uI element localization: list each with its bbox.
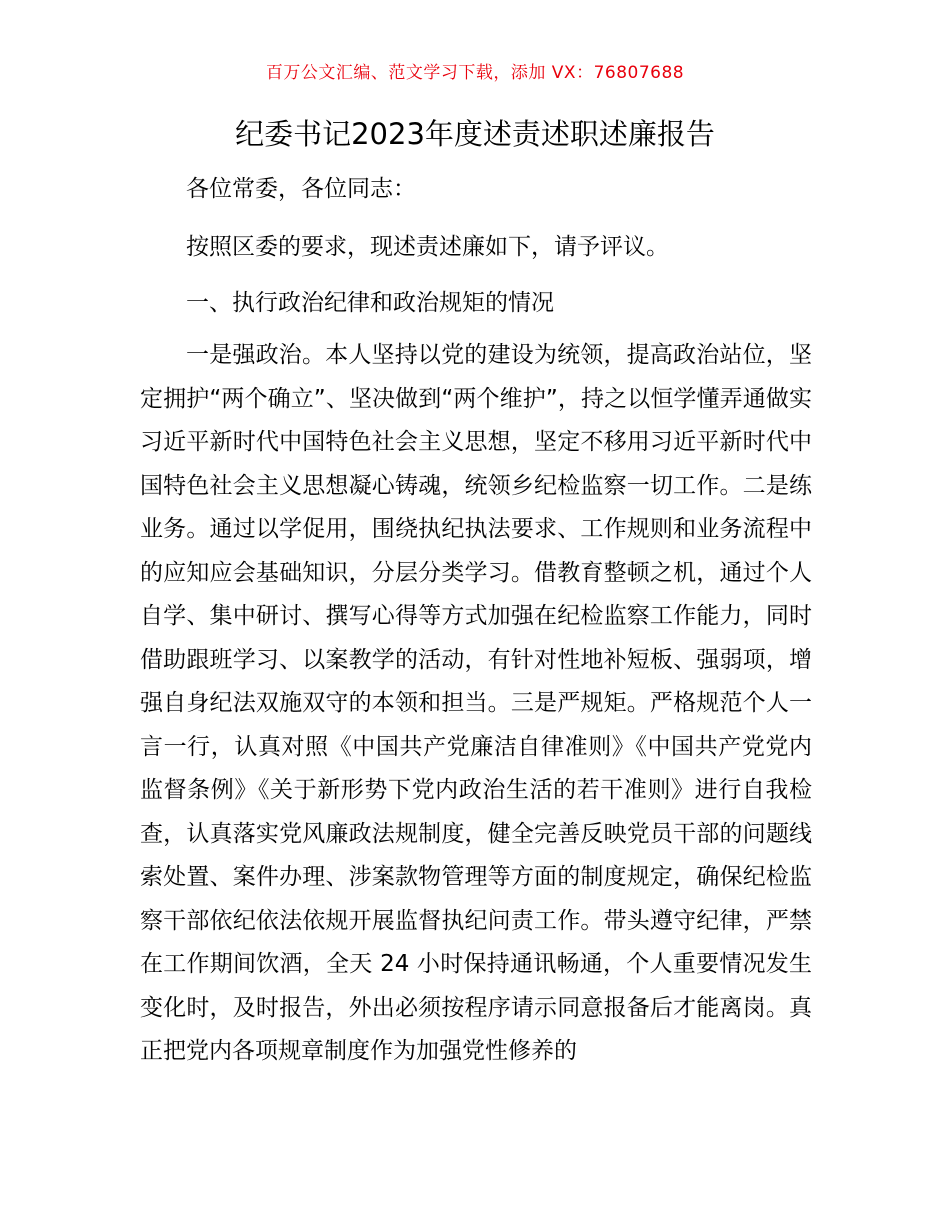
- salutation: 各位常委，各位同志：: [186, 176, 416, 202]
- section-heading: 一、执行政治纪律和政治规矩的情况: [186, 290, 554, 316]
- intro-paragraph: 按照区委的要求，现述责述廉如下，请予评议。: [186, 234, 669, 260]
- document-title: 纪委书记2023年度述责述职述廉报告: [235, 117, 715, 151]
- body-paragraph: 一是强政治。本人坚持以党的建设为统领，提高政治站位，坚定拥护“两个确立”、坚决做到“两个维护”，持之以恒学懂弄通做实习近平新时代中国特色社会主义思想，坚定不移用习近平新时代中国特色社会主义思想凝心铸魂，统领乡纪检监察一切工作。二是练业务。通过以学促用，围绕执纪执法要求、工作规则和业务流程中的应知应会基础知识，分层分类学习。借教育整顿之机，通过个人自学、集中研讨、撰写心得等方式加强在纪检监察工作能力，同时借助跟班学习、以案教学的活动，有针对性地补短板、强弱项，增强自身纪法双施双守的本领和担当。三是严规矩。严格规范个人一言一行，认真对照《中国共产党廉洁自律准则》《中国共产党党内监督条例》《关于新形势下党内政治生活的若干准则》进行自我检查，认真落实党风廉政法规制度，健全完善反映党员干部的问题线索处置、案件办理、涉案款物管理等方面的制度规定，确保纪检监察干部依纪依法依规开展监督执纪问责工作。带头遵守纪律，严禁在工作期间饮酒，全天 24 小时保持通讯畅通，个人重要情况发生变化时，及时报告，外出必须按程序请示同意报备后才能离岗。真正把党内各项规章制度作为加强党性修养的: [140, 342, 812, 1064]
- header-watermark-note: 百万公文汇编、范文学习下载，添加 VX：76807688: [265, 63, 685, 83]
